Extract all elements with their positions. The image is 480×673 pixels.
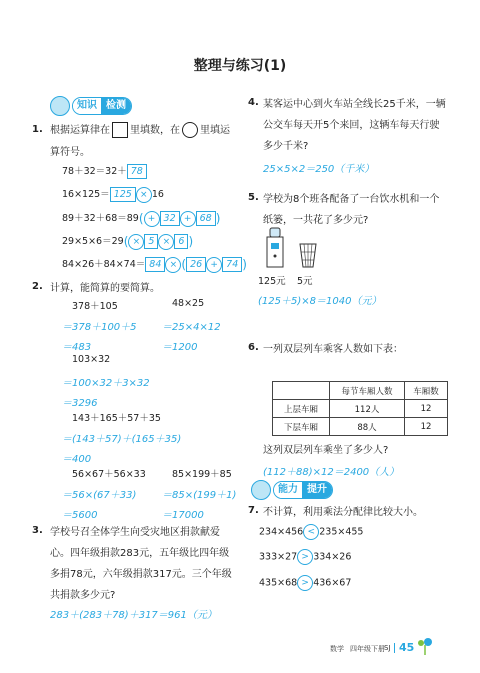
q2-step-4b: ＝400 bbox=[62, 454, 92, 465]
q2-step-5b: ＝5600 bbox=[62, 510, 98, 521]
answer-circle: × bbox=[165, 257, 181, 273]
q5-price-2: 5元 bbox=[297, 276, 313, 287]
q4-line-2: 公交车每天开5个来回，这辆车每天行驶 bbox=[263, 120, 440, 131]
q2-text: 计算，能简算的要简算。 bbox=[50, 283, 160, 294]
table-cell: 88人 bbox=[330, 418, 405, 436]
q7-row-3 bbox=[259, 575, 351, 591]
table-cell: 12 bbox=[405, 400, 448, 418]
q2-problem-4: 143＋165＋57＋35 bbox=[72, 413, 161, 424]
compare-right: 235×455 bbox=[319, 526, 364, 538]
q1-number: 1. bbox=[32, 124, 43, 135]
answer-circle: × bbox=[136, 187, 152, 203]
q1-row-5: 84×26＋84×74＝ 84 × ( 26 + 74 ) bbox=[62, 257, 247, 272]
answer-box: 26 bbox=[186, 257, 206, 272]
answer-circle: × bbox=[158, 234, 174, 250]
answer-circle: > bbox=[297, 575, 313, 591]
row-post: 16 bbox=[151, 189, 164, 200]
badge-part1: 知识 bbox=[73, 98, 101, 114]
mascot-icon bbox=[50, 96, 70, 116]
badge-part2: 提升 bbox=[302, 482, 332, 498]
row-pre: 89＋32＋68＝89 bbox=[62, 213, 139, 224]
q2-step-1b: ＝483 bbox=[62, 342, 92, 353]
compare-left: 234×456 bbox=[259, 526, 304, 538]
q5-price-1: 125元 bbox=[258, 276, 286, 287]
answer-circle: + bbox=[144, 211, 160, 227]
compare-left: 333×27 bbox=[259, 551, 298, 563]
table-header-cell: 车厢数 bbox=[405, 382, 448, 400]
table-row bbox=[273, 400, 448, 418]
q2-problem-3: 103×32 bbox=[72, 354, 111, 365]
q1-row-4: 29×5×6＝29( × 5 × 6 ) bbox=[62, 234, 194, 249]
answer-box: 32 bbox=[160, 211, 180, 226]
q2-step-3b: ＝3296 bbox=[62, 398, 98, 409]
table-cell: 下层车厢 bbox=[273, 418, 330, 436]
row-pre: 29×5×6＝29 bbox=[62, 236, 124, 247]
answer-box: 68 bbox=[196, 211, 216, 226]
badge-part1: 能力 bbox=[274, 482, 302, 498]
table-header-row bbox=[273, 382, 448, 400]
q2-problem-6: 85×199＋85 bbox=[172, 469, 232, 480]
q2-step-2b: ＝1200 bbox=[162, 342, 198, 353]
compare-left: 435×68 bbox=[259, 577, 298, 589]
q3-line-4: 共捐款多少元? bbox=[50, 590, 116, 601]
q2-step-3a: ＝100×32＋3×32 bbox=[62, 378, 150, 389]
q5-answer: (125＋5)×8＝1040（元） bbox=[258, 296, 382, 307]
table-row bbox=[273, 418, 448, 436]
badge-part2: 检测 bbox=[101, 98, 131, 114]
q2-step-5a: ＝56×(67＋33) bbox=[62, 490, 137, 501]
q4-answer: 25×5×2＝250（千米） bbox=[263, 164, 375, 175]
section-badge-ability bbox=[251, 481, 333, 499]
q5-number: 5. bbox=[248, 192, 259, 203]
q2-step-4a: ＝(143＋57)＋(165＋35) bbox=[62, 434, 182, 445]
page-number: 45 bbox=[399, 641, 415, 654]
q1-text-b: 里填数，在 bbox=[130, 125, 180, 136]
q3-line-1: 学校号召全体学生向受灾地区捐款献爱 bbox=[50, 527, 220, 538]
q2-problem-1: 378＋105 bbox=[72, 301, 118, 312]
answer-circle: + bbox=[180, 211, 196, 227]
table-header-cell bbox=[273, 382, 330, 400]
q2-number: 2. bbox=[32, 281, 43, 292]
page-title: 整理与练习(1) bbox=[193, 58, 287, 74]
q1-row-2 bbox=[62, 186, 164, 203]
q1-text-d: 算符号。 bbox=[50, 147, 90, 158]
answer-circle: < bbox=[303, 524, 319, 540]
footer-subject: 数学 bbox=[330, 645, 344, 653]
q6-answer: (112＋88)×12＝2400（人） bbox=[263, 467, 400, 478]
q2-step-6a: ＝85×(199＋1) bbox=[162, 490, 237, 501]
answer-box: 125 bbox=[110, 187, 136, 202]
q1-row-1 bbox=[62, 163, 147, 179]
q1-text-c: 里填运 bbox=[200, 125, 230, 136]
table-cell: 112人 bbox=[330, 400, 405, 418]
footer-grade: 四年级下册 bbox=[350, 645, 385, 653]
row-pre: 78＋32＝32＋ bbox=[62, 166, 127, 177]
q2-step-2a: ＝25×4×12 bbox=[162, 322, 221, 333]
q4-number: 4. bbox=[248, 97, 259, 108]
table-cell: 12 bbox=[405, 418, 448, 436]
q2-step-1a: ＝378＋100＋5 bbox=[62, 322, 137, 333]
answer-circle: × bbox=[128, 234, 144, 250]
q5-line-2: 纸篓，一共花了多少元? bbox=[263, 215, 369, 226]
footer-code: SJ bbox=[384, 644, 391, 652]
answer-circle: + bbox=[206, 257, 222, 273]
blank-box-icon bbox=[112, 122, 128, 138]
q3-answer: 283＋(283＋78)＋317＝961（元） bbox=[50, 610, 217, 621]
compare-right: 334×26 bbox=[313, 551, 352, 563]
q6-question: 这列双层列车乘坐了多少人? bbox=[263, 445, 389, 456]
mascot-icon bbox=[251, 480, 271, 500]
q7-row-2 bbox=[259, 549, 351, 565]
table-header-cell: 每节车厢人数 bbox=[330, 382, 405, 400]
answer-box: 84 bbox=[145, 257, 165, 272]
q3-line-2: 心。四年级捐款283元，五年级比四年级 bbox=[50, 548, 230, 559]
section-badge-knowledge bbox=[50, 97, 132, 115]
footer-divider bbox=[394, 643, 395, 653]
row-pre: 84×26＋84×74＝ bbox=[62, 259, 146, 270]
passenger-table bbox=[272, 381, 448, 436]
q6-text: 一列双层列车乘客人数如下表： bbox=[263, 344, 403, 355]
q7-number: 7. bbox=[248, 505, 259, 516]
q7-text: 不计算，利用乘法分配律比较大小。 bbox=[263, 507, 423, 518]
answer-box: 78 bbox=[127, 164, 147, 179]
answer-box: 74 bbox=[222, 257, 242, 272]
q4-line-1: 某客运中心到火车站全线长25千米，一辆 bbox=[263, 99, 446, 110]
q3-number: 3. bbox=[32, 525, 43, 536]
row-pre: 16×125＝ bbox=[62, 189, 110, 200]
q1-text-a: 根据运算律在 bbox=[50, 125, 110, 136]
answer-box: 5 bbox=[144, 234, 158, 249]
q2-step-6b: ＝17000 bbox=[162, 510, 204, 521]
compare-right: 436×67 bbox=[313, 577, 352, 589]
q5-line-1: 学校为8个班各配备了一台饮水机和一个 bbox=[263, 194, 440, 205]
answer-circle: > bbox=[297, 549, 313, 565]
q1-text bbox=[50, 121, 230, 138]
q1-row-3: 89＋32＋68＝89( + 32 + 68 ) bbox=[62, 211, 221, 226]
answer-box: 6 bbox=[174, 234, 188, 249]
q3-line-3: 多捐78元，六年级捐款317元。三个年级 bbox=[50, 569, 232, 580]
q4-line-3: 多少千米? bbox=[263, 141, 309, 152]
q2-problem-2: 48×25 bbox=[172, 298, 205, 309]
blank-circle-icon bbox=[182, 122, 198, 138]
table-cell: 上层车厢 bbox=[273, 400, 330, 418]
q2-problem-5: 56×67＋56×33 bbox=[72, 469, 146, 480]
q7-row-1 bbox=[259, 524, 363, 540]
sprout-icon bbox=[416, 637, 434, 657]
water-dispenser-and-basket-icon bbox=[263, 226, 319, 270]
q6-number: 6. bbox=[248, 342, 259, 353]
